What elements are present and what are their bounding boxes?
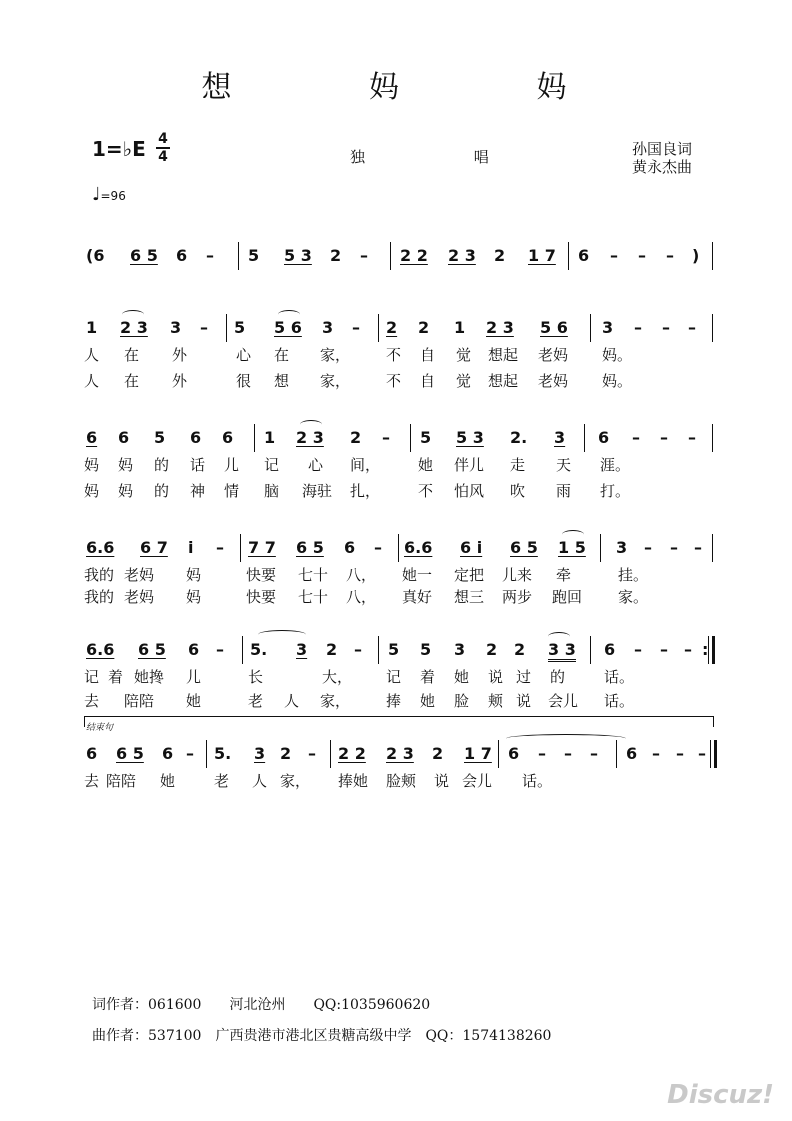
note: – — [660, 428, 668, 447]
note: 1 7 — [464, 744, 492, 763]
bar-line — [712, 424, 713, 452]
lyric-syllable: 儿来 — [502, 566, 533, 584]
note: 1 5 — [558, 538, 586, 557]
lyric-syllable: 神 — [190, 482, 206, 500]
note: 3 — [602, 318, 614, 337]
note: 6 — [578, 246, 590, 265]
bar-line — [584, 424, 585, 452]
note: 6 — [86, 428, 98, 447]
note: – — [352, 318, 360, 337]
note: 5 6 — [540, 318, 568, 337]
bar-line — [390, 242, 391, 270]
score-row-4 — [82, 640, 722, 664]
lyric-syllable: 妈 — [84, 482, 100, 500]
note: 5 — [420, 428, 432, 447]
lyric-syllable: 去 — [84, 772, 100, 790]
note: – — [652, 744, 660, 763]
note: – — [694, 538, 702, 557]
lyric-syllable: 她 — [420, 692, 436, 710]
lyric-syllable: 记 — [264, 456, 280, 474]
lyrics-row-4a — [84, 666, 724, 686]
lyric-syllable: 去 — [84, 692, 100, 710]
bar-line — [378, 636, 379, 664]
lyric-syllable: 快要 — [246, 588, 277, 606]
note: – — [200, 318, 208, 337]
bar-line — [590, 636, 591, 664]
lyric-syllable: 在 — [274, 346, 290, 364]
bar-line — [712, 534, 713, 562]
bar-line — [240, 534, 241, 562]
note: 6 — [626, 744, 638, 763]
lyric-syllable: 家， — [320, 372, 351, 390]
note: 5 — [388, 640, 400, 659]
note: – — [374, 538, 382, 557]
bar-line — [410, 424, 411, 452]
lyric-syllable: 我的 — [84, 566, 115, 584]
note: 2 — [486, 640, 498, 659]
bar-line — [710, 740, 717, 768]
lyric-syllable: 我的 — [84, 588, 115, 606]
note: – — [676, 744, 684, 763]
note: 6 5 — [138, 640, 166, 659]
bar-line — [600, 534, 601, 562]
lyric-syllable: 自 — [420, 346, 436, 364]
note: – — [666, 246, 674, 265]
lyric-syllable: 她搀 — [134, 668, 165, 686]
score-row-intro — [82, 246, 722, 270]
note: 3 — [170, 318, 182, 337]
ending-label: 结束句 — [86, 723, 114, 733]
note: 3 — [296, 640, 308, 659]
bar-line — [330, 740, 331, 768]
note: 6 5 — [296, 538, 324, 557]
note: 2 3 — [448, 246, 476, 265]
note: – — [308, 744, 316, 763]
lyric-syllable: 记 — [386, 668, 402, 686]
note: – — [360, 246, 368, 265]
lyric-syllable: 妈 — [118, 482, 134, 500]
note: – — [186, 744, 194, 763]
slur-mark — [506, 734, 626, 743]
lyric-syllable: 她 — [160, 772, 176, 790]
note: 2 — [514, 640, 526, 659]
lyric-syllable: 她 — [454, 668, 470, 686]
lyric-syllable: 情 — [224, 482, 240, 500]
lyric-syllable: 海驻 — [302, 482, 333, 500]
lyric-syllable: 想 — [274, 372, 290, 390]
note: – — [382, 428, 390, 447]
lyricist: 孙国良词 — [632, 140, 693, 158]
note: 6 — [118, 428, 130, 447]
lyric-syllable: 外 — [172, 372, 188, 390]
note: 6 5 — [116, 744, 144, 763]
note: 2 — [350, 428, 362, 447]
note: 6 — [188, 640, 200, 659]
lyric-syllable: 妈。 — [602, 346, 633, 364]
note: 6 i — [460, 538, 483, 557]
lyric-syllable: 挂。 — [618, 566, 649, 584]
note: – — [688, 318, 696, 337]
lyric-syllable: 她 — [186, 692, 202, 710]
note: 2 3 — [486, 318, 514, 337]
lyric-syllable: 牵 — [556, 566, 572, 584]
bar-line — [254, 424, 255, 452]
lyric-syllable: 妈 — [186, 588, 202, 606]
lyric-syllable: 人 — [84, 346, 100, 364]
note: 2 2 — [338, 744, 366, 763]
lyric-syllable: 天 — [556, 456, 572, 474]
lyric-syllable: 人 — [252, 772, 268, 790]
lyric-syllable: 过 — [516, 668, 532, 686]
lyrics-row-1a — [84, 344, 724, 364]
lyric-syllable: 老妈 — [124, 566, 155, 584]
lyric-syllable: 家， — [280, 772, 311, 790]
lyric-syllable: 老 — [248, 692, 264, 710]
key-signature: 1=♭E — [92, 137, 146, 161]
bar-line — [238, 242, 239, 270]
performance-style: 独 唱 — [350, 148, 541, 166]
time-signature — [156, 132, 170, 164]
lyric-syllable: 老 — [214, 772, 230, 790]
note: 7 7 — [248, 538, 276, 557]
note: 5 6 — [274, 318, 302, 337]
bar-line — [398, 534, 399, 562]
composer: 黄永杰曲 — [632, 158, 693, 176]
meter-bottom: 4 — [158, 149, 168, 165]
lyric-syllable: 八， — [346, 566, 377, 584]
lyric-syllable: 家， — [320, 346, 351, 364]
lyric-syllable: 老妈 — [538, 372, 569, 390]
note: – — [590, 744, 598, 763]
note: 2 3 — [120, 318, 148, 337]
note: 6.6 — [86, 640, 115, 659]
lyric-syllable: 说 — [488, 668, 504, 686]
lyric-syllable: 妈 — [186, 566, 202, 584]
note: 6.6 — [404, 538, 433, 557]
lyric-syllable: 不 — [418, 482, 434, 500]
lyric-syllable: 着 — [108, 668, 124, 686]
note: 6 7 — [140, 538, 168, 557]
bar-line — [708, 636, 715, 664]
note: 6 — [162, 744, 174, 763]
lyric-syllable: 定把 — [454, 566, 485, 584]
note: 6 5 — [510, 538, 538, 557]
lyric-syllable: 的 — [154, 482, 170, 500]
lyric-syllable: 脸 — [454, 692, 470, 710]
bar-line — [378, 314, 379, 342]
note: 3 — [322, 318, 334, 337]
bar-line — [498, 740, 499, 768]
lyric-syllable: 在 — [124, 372, 140, 390]
note: 2. — [510, 428, 528, 447]
lyric-syllable: 的 — [550, 668, 566, 686]
lyric-syllable: 涯。 — [600, 456, 631, 474]
lyric-syllable: 心 — [236, 346, 252, 364]
lyric-syllable: 家， — [320, 692, 351, 710]
lyric-syllable: 会儿 — [462, 772, 493, 790]
note: 2 — [494, 246, 506, 265]
lyric-syllable: 脑 — [264, 482, 280, 500]
lyric-syllable: 扎， — [350, 482, 381, 500]
lyric-syllable: 不 — [386, 346, 402, 364]
lyric-syllable: 怕风 — [454, 482, 485, 500]
footer-composer-info: 曲作者：537100 广西贵港市港北区贵糖高级中学 QQ：1574138260 — [92, 1028, 552, 1044]
lyric-syllable: 外 — [172, 346, 188, 364]
note: – — [662, 318, 670, 337]
note: 6 — [190, 428, 202, 447]
note: 5. — [214, 744, 232, 763]
note: 6 — [598, 428, 610, 447]
ending-bracket — [84, 716, 714, 727]
lyrics-row-4b — [84, 690, 724, 710]
lyric-syllable: 家。 — [618, 588, 649, 606]
lyric-syllable: 想三 — [454, 588, 485, 606]
bar-line — [712, 242, 713, 270]
lyric-syllable: 的 — [154, 456, 170, 474]
lyrics-row-2b — [84, 480, 724, 500]
lyric-syllable: 人 — [284, 692, 300, 710]
bar-line — [242, 636, 243, 664]
lyric-syllable: 心 — [308, 456, 324, 474]
lyric-syllable: 自 — [420, 372, 436, 390]
note: 6 — [176, 246, 188, 265]
note: 3 3 — [548, 640, 576, 662]
note: 5 3 — [456, 428, 484, 447]
lyric-syllable: 间， — [350, 456, 381, 474]
score-row-ending — [82, 744, 722, 768]
note: 6 — [604, 640, 616, 659]
note: 1 — [264, 428, 276, 447]
note: 2 — [280, 744, 292, 763]
note: – — [688, 428, 696, 447]
lyric-syllable: 七十 — [298, 588, 329, 606]
lyric-syllable: 打。 — [600, 482, 631, 500]
lyric-syllable: 想起 — [488, 372, 519, 390]
bar-line — [226, 314, 227, 342]
lyrics-row-3b — [84, 586, 724, 606]
slur-mark — [258, 630, 306, 639]
lyric-syllable: 她一 — [402, 566, 433, 584]
lyric-syllable: 很 — [236, 372, 252, 390]
lyric-syllable: 快要 — [246, 566, 277, 584]
note: 5 — [248, 246, 260, 265]
note: 6 — [508, 744, 520, 763]
lyric-syllable: 两步 — [502, 588, 533, 606]
note: 6 — [344, 538, 356, 557]
lyric-syllable: 着 — [420, 668, 436, 686]
score-row-2 — [82, 428, 722, 452]
note: 6 5 — [130, 246, 158, 265]
note: 5 — [154, 428, 166, 447]
tempo-value: =96 — [100, 189, 126, 203]
note: 1 — [454, 318, 466, 337]
note: ) — [692, 246, 700, 265]
note: – — [206, 246, 214, 265]
lyric-syllable: 捧 — [386, 692, 402, 710]
bar-line — [206, 740, 207, 768]
note: – — [638, 246, 646, 265]
lyric-syllable: 陪陪 — [106, 772, 137, 790]
lyric-syllable: 记 — [84, 668, 100, 686]
lyric-syllable: 觉 — [456, 372, 472, 390]
lyric-syllable: 说 — [516, 692, 532, 710]
lyric-syllable: 陪陪 — [124, 692, 155, 710]
lyric-syllable: 话。 — [604, 692, 635, 710]
note: 1 — [86, 318, 98, 337]
bar-line — [616, 740, 617, 768]
note: 2 — [386, 318, 398, 337]
lyric-syllable: 吹 — [510, 482, 526, 500]
lyric-syllable: 人 — [84, 372, 100, 390]
lyric-syllable: 雨 — [556, 482, 572, 500]
lyric-syllable: 说 — [434, 772, 450, 790]
note: 3 — [554, 428, 566, 447]
lyric-syllable: 她 — [418, 456, 434, 474]
meter-top: 4 — [158, 131, 168, 147]
lyric-syllable: 七十 — [298, 566, 329, 584]
note: 5 3 — [284, 246, 312, 265]
lyric-syllable: 儿 — [186, 668, 202, 686]
lyric-syllable: 话。 — [522, 772, 553, 790]
note: – — [564, 744, 572, 763]
note: i — [188, 538, 194, 557]
lyric-syllable: 伴儿 — [454, 456, 485, 474]
lyric-syllable: 走 — [510, 456, 526, 474]
note: 2 2 — [400, 246, 428, 265]
note: – — [644, 538, 652, 557]
lyric-syllable: 颊 — [488, 692, 504, 710]
note: (6 — [86, 246, 105, 265]
note: – — [634, 640, 642, 659]
lyrics-row-1b — [84, 370, 724, 390]
footer-lyricist-info: 词作者：061600 河北沧州 QQ:1035960620 — [92, 997, 431, 1013]
note: – — [354, 640, 362, 659]
note: 6 — [86, 744, 98, 763]
song-title: 想 妈 妈 — [201, 70, 631, 105]
lyric-syllable: 在 — [124, 346, 140, 364]
note: 3 — [616, 538, 628, 557]
note: – — [698, 744, 706, 763]
note: 2 — [326, 640, 338, 659]
lyric-syllable: 会儿 — [548, 692, 579, 710]
note: – — [632, 428, 640, 447]
note: 2 — [432, 744, 444, 763]
lyrics-row-2a — [84, 454, 724, 474]
note: 5. — [250, 640, 268, 659]
note: 6 — [222, 428, 234, 447]
note: – — [634, 318, 642, 337]
lyric-syllable: 捧她 — [338, 772, 369, 790]
note: – — [684, 640, 692, 659]
lyric-syllable: 跑回 — [552, 588, 583, 606]
note: – — [670, 538, 678, 557]
note: 6.6 — [86, 538, 115, 557]
lyric-syllable: 觉 — [456, 346, 472, 364]
note: 3 — [454, 640, 466, 659]
note: 2 3 — [296, 428, 324, 447]
watermark-logo: Discuz! — [667, 1080, 774, 1110]
lyric-syllable: 老妈 — [124, 588, 155, 606]
repeat-sign: : — [702, 640, 709, 659]
lyrics-row-3a — [84, 564, 724, 584]
score-row-1 — [82, 318, 722, 342]
lyric-syllable: 大， — [322, 668, 353, 686]
lyric-syllable: 话。 — [604, 668, 635, 686]
lyric-syllable: 话 — [190, 456, 206, 474]
lyric-syllable: 儿 — [224, 456, 240, 474]
note: – — [216, 640, 224, 659]
note: 5 — [234, 318, 246, 337]
lyric-syllable: 真好 — [402, 588, 433, 606]
note: – — [660, 640, 668, 659]
bar-line — [590, 314, 591, 342]
lyric-syllable: 不 — [386, 372, 402, 390]
lyric-syllable: 老妈 — [538, 346, 569, 364]
bar-line — [712, 314, 713, 342]
lyrics-row-ending — [84, 770, 724, 790]
bar-line — [568, 242, 569, 270]
lyric-syllable: 长 — [248, 668, 264, 686]
lyric-syllable: 脸颊 — [386, 772, 417, 790]
lyric-syllable: 八， — [346, 588, 377, 606]
note: 5 — [420, 640, 432, 659]
note: – — [538, 744, 546, 763]
lyric-syllable: 妈 — [118, 456, 134, 474]
score-row-3 — [82, 538, 722, 562]
quarter-note-icon: ♩ — [92, 184, 101, 205]
note: – — [216, 538, 224, 557]
note: 2 — [330, 246, 342, 265]
note: – — [610, 246, 618, 265]
tempo-marking — [92, 184, 126, 205]
note: 2 — [418, 318, 430, 337]
note: 3 — [254, 744, 266, 763]
note: 1 7 — [528, 246, 556, 265]
note: 2 3 — [386, 744, 414, 763]
credits — [632, 140, 692, 176]
lyric-syllable: 妈。 — [602, 372, 633, 390]
lyric-syllable: 妈 — [84, 456, 100, 474]
lyric-syllable: 想起 — [488, 346, 519, 364]
